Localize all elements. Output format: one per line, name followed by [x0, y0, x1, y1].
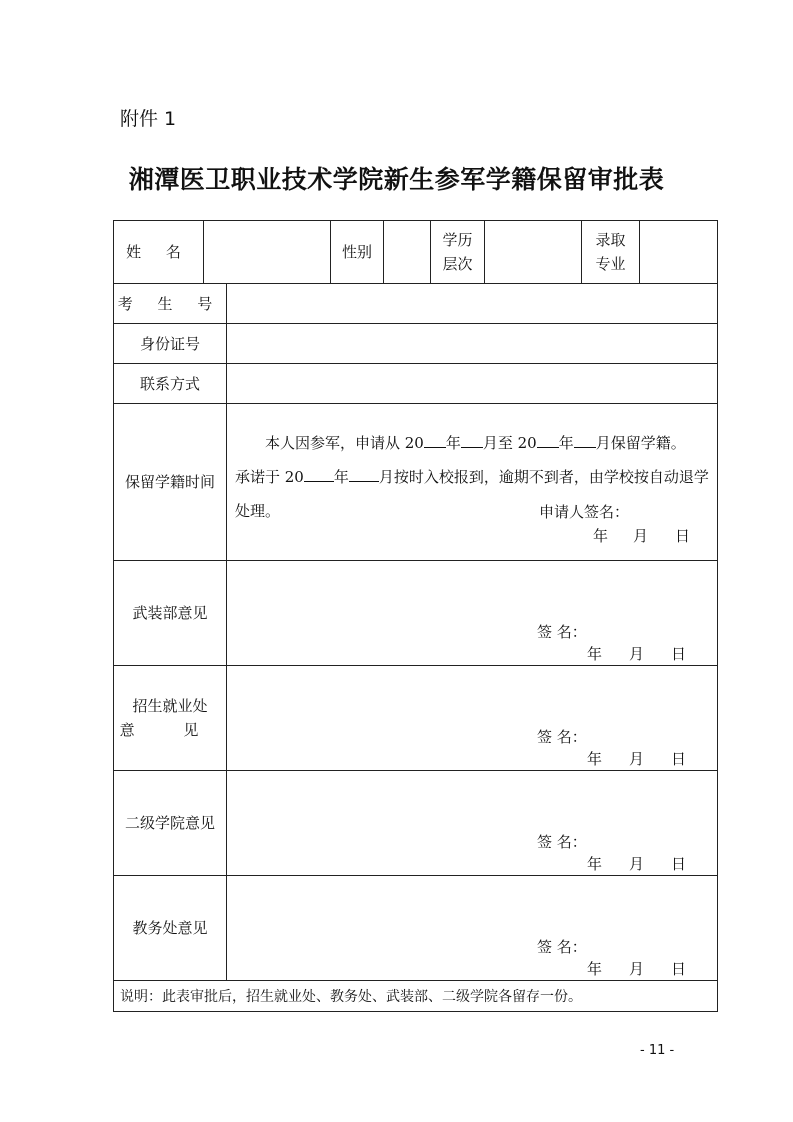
sign-date: [587, 748, 686, 769]
label-id-number: 身份证号: [114, 324, 227, 364]
admissions-opinion-cell[interactable]: [227, 666, 718, 771]
date-day: 日: [671, 750, 687, 768]
date-month: 月: [629, 645, 645, 663]
college-opinion-cell[interactable]: [227, 771, 718, 876]
row-basic-info: [114, 221, 718, 284]
date-year: 年: [587, 750, 603, 768]
signature-label: 签 名：: [537, 728, 587, 746]
stmt-part5: 月保留学籍。: [595, 434, 686, 452]
date-year: 年: [587, 855, 603, 873]
label-name: 姓 名: [114, 221, 204, 284]
date-month: 月: [633, 527, 649, 545]
label-admissions-line2: 意 见: [119, 721, 221, 739]
stmt-part1: 本人因参军，申请从 20: [265, 434, 424, 452]
stmt-part3: 月至 20: [482, 434, 537, 452]
label-exam-number: 考 生 号: [114, 284, 227, 324]
signature-label: 签 名：: [537, 938, 587, 956]
form-title: 湘潭医卫职业技术学院新生参军学籍保留审批表: [128, 165, 665, 194]
date-year: 年: [587, 960, 603, 978]
field-id-number[interactable]: [227, 324, 718, 364]
label-admissions-opinion: [114, 666, 227, 771]
date-day: 日: [671, 960, 687, 978]
field-contact[interactable]: [227, 364, 718, 404]
field-exam-number[interactable]: [227, 284, 718, 324]
label-admitted-major: [582, 221, 640, 284]
armed-forces-opinion-cell[interactable]: [227, 561, 718, 666]
label-education-line1: 学历: [442, 231, 473, 249]
blank-to-year[interactable]: [537, 433, 559, 448]
date-year: 年: [593, 527, 609, 545]
date-day: 日: [675, 527, 691, 545]
row-college-opinion: [114, 771, 718, 876]
attachment-label: 附件 1: [120, 108, 177, 130]
field-gender[interactable]: [384, 221, 431, 284]
field-admitted-major[interactable]: [640, 221, 718, 284]
blank-from-year[interactable]: [424, 433, 446, 448]
date-year: 年: [587, 645, 603, 663]
date-month: 月: [629, 750, 645, 768]
signature-label: 签 名：: [537, 623, 587, 641]
label-gender: 性别: [331, 221, 384, 284]
label-education-line2: 层次: [442, 255, 473, 273]
date-day: 日: [671, 855, 687, 873]
retention-statement: [235, 426, 709, 528]
blank-report-year[interactable]: [304, 467, 334, 482]
label-contact: 联系方式: [114, 364, 227, 404]
form-note: 说明：此表审批后，招生就业处、教务处、武装部、二级学院各留存一份。: [114, 981, 718, 1012]
row-contact: [114, 364, 718, 404]
field-name[interactable]: [204, 221, 331, 284]
label-education-level: [431, 221, 485, 284]
row-note: [114, 981, 718, 1012]
applicant-signature-label: 申请人签名：: [539, 503, 630, 521]
retention-statement-cell: [227, 404, 718, 561]
signature-label: 签 名：: [537, 833, 587, 851]
stmt-part6: 承诺于 20: [235, 468, 304, 486]
sign-date: [587, 643, 686, 664]
stmt-part4: 年: [558, 434, 574, 452]
sign-date: [587, 853, 686, 874]
row-academic-affairs-opinion: [114, 876, 718, 981]
label-admissions-line1: 招生就业处: [132, 697, 208, 715]
label-armed-forces-opinion: 武装部意见: [114, 561, 227, 666]
row-id-number: [114, 324, 718, 364]
label-academic-affairs-opinion: 教务处意见: [114, 876, 227, 981]
page-number: - 11 -: [640, 1043, 675, 1058]
stmt-part8: 月按时入校报到，逾期不到者，由学校按自动退学处理。: [235, 468, 709, 520]
stmt-part7: 年: [333, 468, 349, 486]
sign-date: [587, 958, 686, 979]
row-armed-forces-opinion: [114, 561, 718, 666]
date-month: 月: [629, 960, 645, 978]
blank-to-month[interactable]: [574, 433, 596, 448]
label-retention-period: 保留学籍时间: [114, 404, 227, 561]
field-education-level[interactable]: [485, 221, 582, 284]
row-retention-period: [114, 404, 718, 561]
applicant-date: [593, 525, 690, 546]
date-day: 日: [671, 645, 687, 663]
date-month: 月: [629, 855, 645, 873]
approval-form-table: [113, 220, 718, 1012]
blank-from-month[interactable]: [461, 433, 483, 448]
label-major-line2: 专业: [595, 255, 626, 273]
label-college-opinion: 二级学院意见: [114, 771, 227, 876]
label-major-line1: 录取: [595, 231, 626, 249]
row-exam-number: [114, 284, 718, 324]
stmt-part2: 年: [445, 434, 461, 452]
academic-affairs-opinion-cell[interactable]: [227, 876, 718, 981]
row-admissions-opinion: [114, 666, 718, 771]
blank-report-month[interactable]: [349, 467, 379, 482]
